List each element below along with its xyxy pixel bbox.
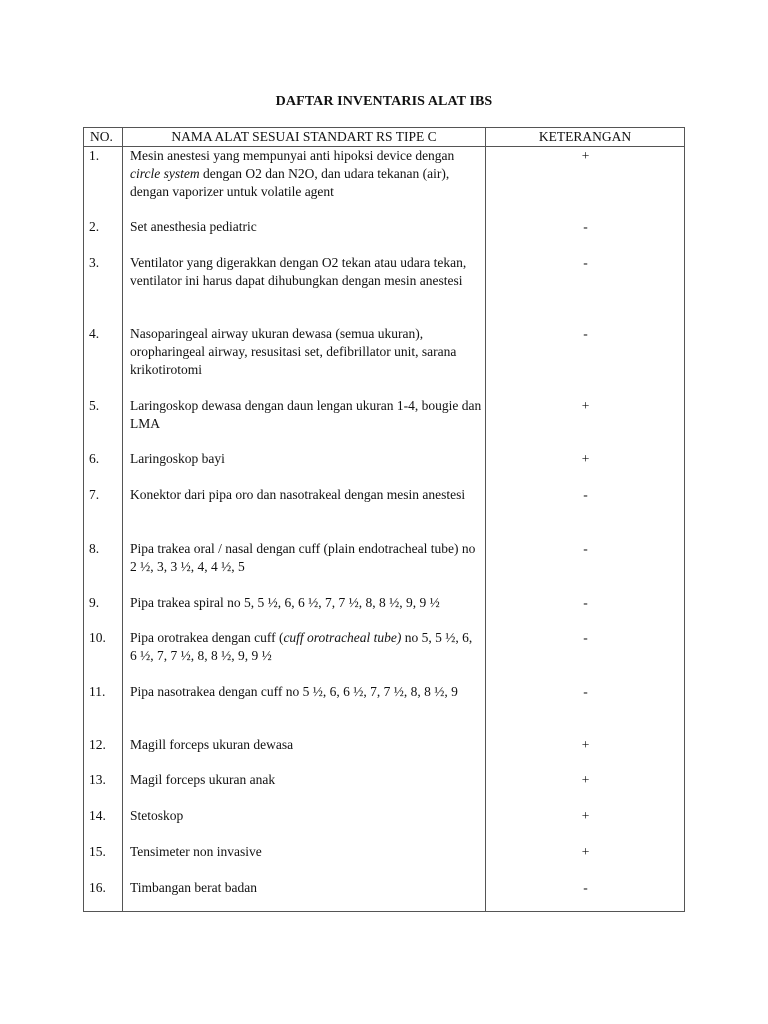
row-keterangan: -: [583, 326, 588, 341]
row-name: Nasoparingeal airway ukuran dewasa (semua ukuran), oropharingeal airway, resusitasi set, defibrillator unit, sarana krikotirotomi: [130, 326, 457, 377]
row-name: [130, 147, 482, 201]
row-name: Tensimeter non invasive: [130, 844, 262, 859]
row-keterangan: +: [581, 737, 590, 752]
header-name: NAMA ALAT SESUAI STANDART RS TIPE C: [171, 129, 437, 144]
row-keterangan: -: [583, 684, 588, 699]
row-no: 2.: [89, 219, 100, 234]
row-name: Laringoskop bayi: [130, 451, 225, 466]
row-keterangan: +: [581, 148, 590, 163]
row-no: 1.: [89, 148, 100, 163]
inventory-table: [83, 127, 685, 912]
row-no: 3.: [89, 255, 100, 270]
row-name: Pipa nasotrakea dengan cuff no 5 ½, 6, 6 ½, 7, 7 ½, 8, 8 ½, 9: [130, 684, 458, 699]
row-name-part: no 5, 5 ½, 6, 6 ½, 7, 7 ½, 8, 8 ½, 9, 9 ½: [130, 630, 473, 663]
row-no: 4.: [89, 326, 100, 341]
row-keterangan: +: [581, 451, 590, 466]
row-no: 13.: [89, 772, 106, 787]
row-name: [130, 629, 482, 665]
row-name-part: Mesin anestesi yang mempunyai anti hipoksi device dengan: [130, 148, 455, 163]
row-keterangan: -: [583, 487, 588, 502]
row-no: 12.: [89, 737, 106, 752]
row-keterangan: -: [583, 255, 588, 270]
row-name: Magill forceps ukuran dewasa: [130, 737, 294, 752]
row-keterangan: +: [581, 398, 590, 413]
header-keterangan: KETERANGAN: [538, 129, 632, 144]
row-no: 6.: [89, 451, 100, 466]
row-name: Set anesthesia pediatric: [130, 219, 257, 234]
row-keterangan: +: [581, 844, 590, 859]
row-keterangan: -: [583, 880, 588, 895]
row-keterangan: -: [583, 219, 588, 234]
row-name: Laringoskop dewasa dengan daun lengan ukuran 1-4, bougie dan LMA: [130, 398, 482, 431]
row-no: 11.: [89, 684, 106, 699]
row-name: Pipa trakea oral / nasal dengan cuff (plain endotracheal tube) no 2 ½, 3, 3 ½, 4, 4 ½, 5: [130, 541, 476, 574]
row-name-part: dengan O2 dan N2O, dan udara tekanan (air), dengan vaporizer untuk volatile agent: [130, 166, 450, 199]
row-name: Pipa trakea spiral no 5, 5 ½, 6, 6 ½, 7, 7 ½, 8, 8 ½, 9, 9 ½: [130, 595, 440, 610]
header-no: NO.: [90, 129, 113, 144]
row-name: Konektor dari pipa oro dan nasotrakeal dengan mesin anestesi: [130, 487, 466, 502]
row-keterangan: -: [583, 630, 588, 645]
row-name: Ventilator yang digerakkan dengan O2 tekan atau udara tekan, ventilator ini harus dapat dihubungkan dengan mesin anestesi: [130, 255, 467, 288]
row-no: 14.: [89, 808, 106, 823]
row-name: Stetoskop: [130, 808, 184, 823]
row-no: 15.: [89, 844, 106, 859]
row-keterangan: -: [583, 595, 588, 610]
row-no: 16.: [89, 880, 106, 895]
row-no: 9.: [89, 595, 100, 610]
column-divider-2: [485, 128, 486, 911]
document-title: DAFTAR INVENTARIS ALAT IBS: [275, 94, 493, 109]
row-name: Timbangan berat badan: [130, 880, 257, 895]
row-no: 5.: [89, 398, 100, 413]
row-keterangan: -: [583, 541, 588, 556]
row-keterangan: +: [581, 772, 590, 787]
row-name-italic: circle system: [130, 166, 200, 181]
row-name-part: Pipa orotrakea dengan cuff (: [130, 630, 284, 645]
row-no: 10.: [89, 630, 106, 645]
row-name: Magil forceps ukuran anak: [130, 772, 276, 787]
row-keterangan: +: [581, 808, 590, 823]
column-divider-1: [122, 128, 123, 911]
row-no: 8.: [89, 541, 100, 556]
row-no: 7.: [89, 487, 100, 502]
row-name-italic: cuff orotracheal tube): [283, 630, 402, 645]
